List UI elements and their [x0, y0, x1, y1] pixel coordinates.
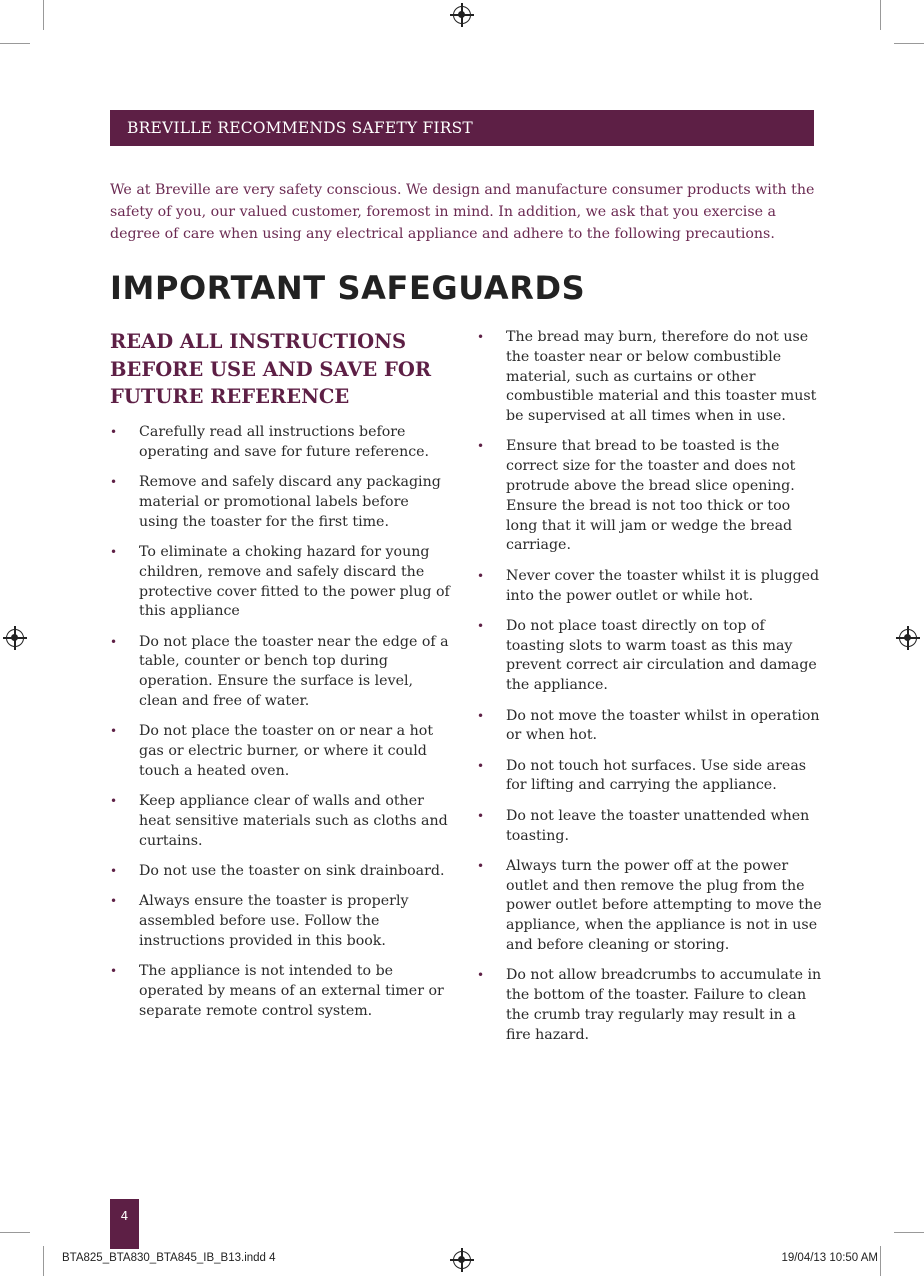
banner-title: BREVILLE RECOMMENDS SAFETY FIRST — [127, 119, 473, 137]
bullet-icon: • — [477, 708, 485, 723]
list-item-text: Always turn the power off at the power outlet and then remove the plug from the power outlet before attempting to move the appliance, when the appliance is not in use and before cleaning or storing. — [506, 857, 822, 954]
bullet-icon: • — [477, 758, 485, 773]
section-banner — [110, 110, 814, 146]
bullet-icon: • — [110, 894, 118, 909]
list-item — [110, 473, 450, 532]
list-item-text: The appliance is not intended to be operated by means of an external timer or separate remote control system. — [139, 963, 444, 1019]
bullet-icon: • — [477, 618, 485, 633]
list-item — [110, 633, 450, 712]
safeguards-list-left — [110, 423, 450, 1032]
crop-mark — [880, 1246, 881, 1276]
bullet-icon: • — [110, 964, 118, 979]
bullet-icon: • — [477, 330, 485, 344]
page-number: 4 — [120, 1209, 129, 1223]
list-item — [477, 807, 822, 847]
page-title: IMPORTANT SAFEGUARDS — [110, 269, 586, 307]
list-item-text: Do not touch hot surfaces. Use side areas for lifting and carrying the appliance. — [506, 757, 807, 794]
list-item — [110, 423, 450, 463]
date-slug: 19/04/13 10:50 AM — [781, 1252, 878, 1264]
crop-mark — [880, 0, 881, 30]
list-item — [110, 962, 450, 1021]
sub-heading: READ ALL INSTRUCTIONS BEFORE USE AND SAVE FOR FUTURE REFERENCE — [110, 330, 432, 408]
list-item-text: Do not use the toaster on sink drainboard. — [139, 863, 445, 880]
list-item-text: Do not leave the toaster unattended when toasting. — [506, 807, 810, 844]
bullet-icon: • — [110, 634, 118, 649]
list-item — [110, 722, 450, 781]
list-item — [477, 617, 822, 696]
list-item — [477, 567, 822, 607]
crop-mark — [43, 0, 44, 30]
list-item-text: Do not move the toaster whilst in operation or when hot. — [506, 707, 820, 744]
bullet-icon: • — [110, 724, 118, 739]
registration-mark-icon — [899, 629, 917, 647]
list-item — [477, 328, 822, 427]
registration-mark-icon — [6, 629, 24, 647]
bullet-icon: • — [110, 544, 118, 559]
list-item-text: Keep appliance clear of walls and other heat sensitive materials such as cloths and curtains. — [139, 793, 448, 849]
registration-mark-icon — [453, 1251, 471, 1269]
bullet-icon: • — [110, 864, 118, 879]
list-item-text: Always ensure the toaster is properly assembled before use. Follow the instructions provided in this book. — [139, 893, 409, 950]
list-item-text: Do not allow breadcrumbs to accumulate in the bottom of the toaster. Failure to clean the crumb tray regularly may result in a fire hazard. — [506, 967, 822, 1043]
bullet-icon: • — [477, 968, 485, 983]
bullet-icon: • — [477, 568, 485, 583]
list-item-text: Never cover the toaster whilst it is plugged into the power outlet or while hot. — [506, 567, 820, 604]
list-item-text: Do not place the toaster near the edge of a table, counter or bench top during operation. Ensure the surface is level, clean and free of water. — [139, 633, 449, 710]
bullet-icon: • — [110, 425, 118, 439]
bullet-icon: • — [477, 858, 485, 873]
list-item-text: Do not place toast directly on top of toasting slots to warm toast as this may prevent correct air circulation and damage the appliance. — [506, 617, 817, 694]
list-item — [477, 757, 822, 797]
bullet-icon: • — [110, 794, 118, 809]
bullet-icon: • — [477, 808, 485, 823]
page-number-tab — [110, 1199, 139, 1249]
list-item-text: Ensure that bread to be toasted is the correct size for the toaster and does not protrude above the bread slice opening. Ensure the bread is not too thick or too long that it will jam or wedge the bread carriage. — [506, 438, 796, 554]
crop-mark — [894, 43, 924, 44]
crop-mark — [43, 1246, 44, 1276]
safeguards-list-right — [477, 328, 822, 1056]
list-item — [110, 792, 450, 851]
registration-mark-icon — [453, 6, 471, 24]
list-item — [477, 707, 822, 747]
list-item — [110, 862, 450, 882]
list-item-text: The bread may burn, therefore do not use the toaster near or below combustible material, such as curtains or other combustible material and this toaster must be supervised at all times when in use. — [506, 329, 817, 425]
list-item — [110, 892, 450, 951]
file-slug: BTA825_BTA830_BTA845_IB_B13.indd 4 — [62, 1252, 276, 1264]
list-item — [477, 857, 822, 956]
intro-paragraph: We at Breville are very safety conscious. We design and manufacture consumer products with the safety of you, our valued customer, foremost in mind. In addition, we ask that you exercise a degree of care when using any electrical appliance and adhere to the following precautions. — [110, 182, 815, 242]
bullet-icon: • — [477, 439, 485, 454]
crop-mark — [0, 1232, 30, 1233]
crop-mark — [894, 1232, 924, 1233]
list-item-text: Remove and safely discard any packaging material or promotional labels before using the toaster for the first time. — [139, 474, 441, 530]
bullet-icon: • — [110, 475, 118, 490]
list-item — [110, 543, 450, 622]
list-item — [477, 966, 822, 1045]
list-item-text: To eliminate a choking hazard for young children, remove and safely discard the protective cover fitted to the power plug of this appliance — [139, 543, 450, 620]
crop-mark — [0, 43, 30, 44]
list-item-text: Carefully read all instructions before operating and save for future reference. — [139, 424, 430, 460]
list-item — [477, 437, 822, 556]
list-item-text: Do not place the toaster on or near a hot gas or electric burner, or where it could touch a heated oven. — [139, 723, 434, 779]
